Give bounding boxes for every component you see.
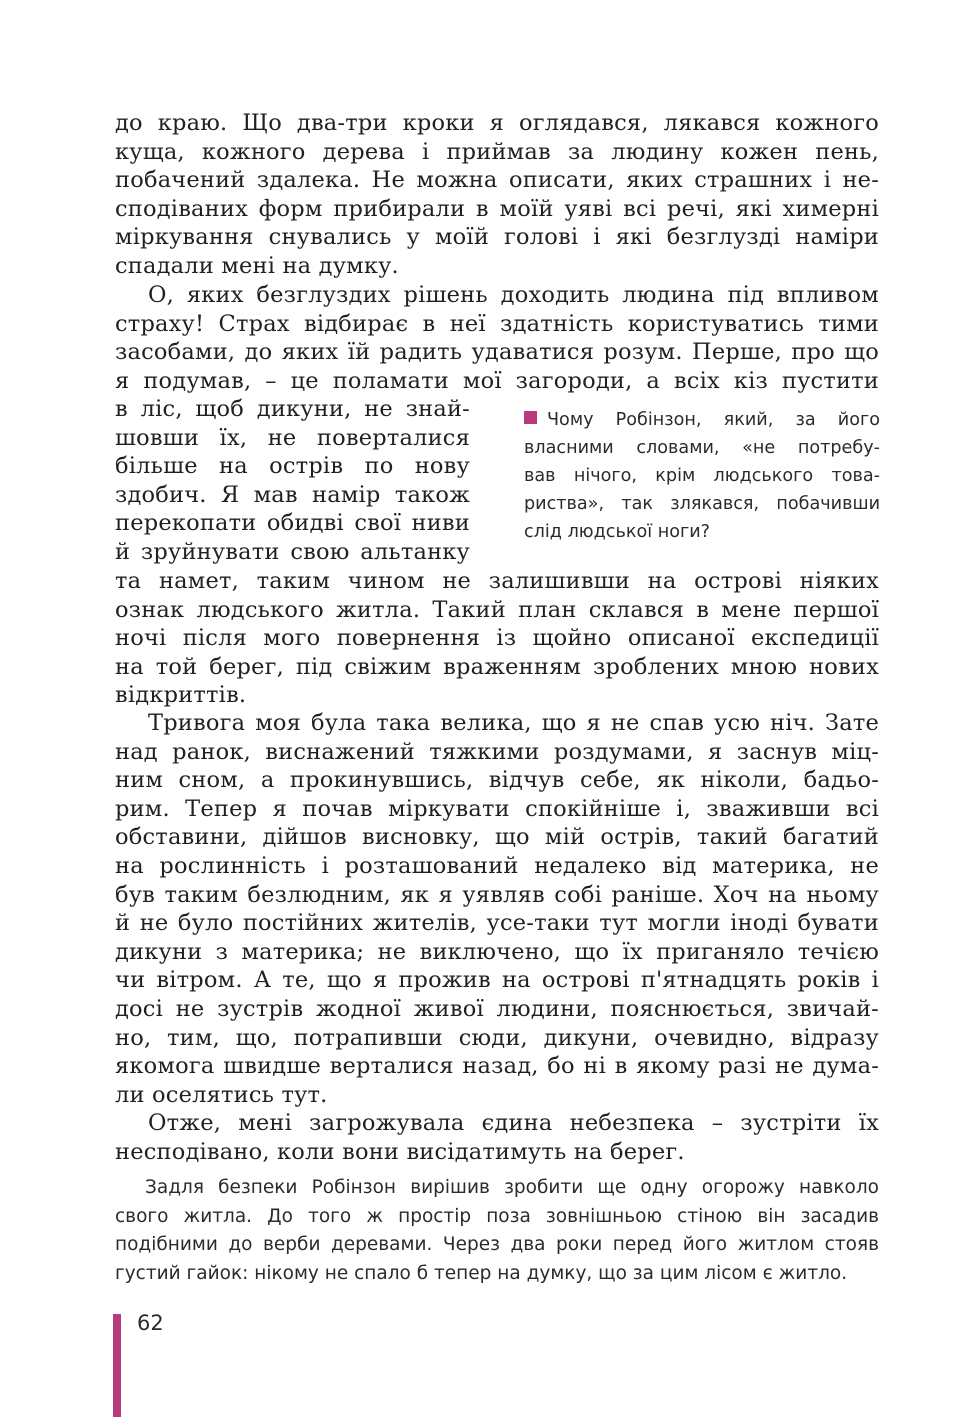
- text-line: якомога швидше верталися назад, бо ні в якому разі не дума-: [115, 1053, 879, 1080]
- text-line: на рослинність і розташований недалеко від материка, не: [115, 852, 879, 879]
- text-line: та намет, таким чином не залишивши на острові ніяких: [115, 568, 879, 594]
- paragraph-3: [115, 709, 879, 1109]
- text-line: шовши їх, не поверталися: [115, 424, 470, 451]
- text-line: Тривога моя була така велика, що я не спав усю ніч. Зате: [148, 710, 879, 736]
- text-line: страху! Страх відбирає в неї здатність користуватись тими: [115, 310, 879, 337]
- text-line: дикуни з материка; не виключено, що їх приганяло течією: [115, 938, 879, 965]
- text-line: несподівано, коли вони висідатимуть на берег.: [115, 1138, 685, 1165]
- text-line: сподіваних форм прибирали в моїй уяві всі речі, які химерні: [115, 195, 879, 222]
- page-accent-bar: [113, 1314, 121, 1417]
- question-line: [524, 406, 880, 434]
- text-line: й не було постійних жителів, усе-таки тут могли іноді бувати: [115, 910, 879, 937]
- page-number: 62: [137, 1311, 164, 1335]
- summary-paragraph: [115, 1174, 879, 1288]
- text-line: я подумав, – це поламати мої загороди, а всіх кіз пустити: [115, 367, 879, 394]
- text-line: міркування снувались у моїй голові і які безглузді наміри: [115, 224, 879, 251]
- text-line: відкриттів.: [115, 682, 247, 709]
- text-line: обставини, дійшов висновку, що мій острів, такий багатий: [115, 824, 879, 851]
- text-line: перекопати обидві свої ниви: [115, 510, 470, 537]
- text-line: куща, кожного дерева і приймав за людину кожен пень,: [115, 138, 879, 165]
- text-line: над ранок, виснажений тяжкими роздумами, я заснув міц-: [115, 738, 879, 765]
- paragraph-1: [115, 109, 879, 281]
- text-line: здобич. Я мав намір також: [115, 481, 470, 508]
- text-line: спадали мені на думку.: [115, 252, 399, 279]
- text-line: ночі після мого повернення із щойно описаної експедиції: [115, 625, 879, 652]
- summary-line: густий гайок: нікому не спало б тепер на думку, що за цим лісом є житло.: [115, 1262, 848, 1284]
- question-line: вав нічого, крім людського това-: [524, 466, 880, 486]
- text-line: засобами, до яких їй радить удаватися розум. Перше, про що: [115, 339, 879, 366]
- paragraph-2-end: [115, 567, 879, 710]
- paragraph-2-narrow-column: [115, 395, 470, 567]
- text-line: но, тим, що, потрапивши сюди, дикуни, очевидно, відразу: [115, 1024, 879, 1051]
- text-line: ли оселятись тут.: [115, 1081, 328, 1108]
- text-line: досі не зустрів жодної живої людини, пояснюється, звичай-: [115, 995, 879, 1022]
- text-line: побачений здалека. Не можна описати, яких страшних і не-: [115, 167, 879, 194]
- summary-line: Задля безпеки Робінзон вирішив зробити ще одну огорожу навколо: [145, 1177, 879, 1198]
- question-line: риства», так злякався, побачивши: [524, 494, 880, 514]
- text-line: рим. Тепер я почав міркувати спокійніше і, зваживши всі: [115, 795, 879, 822]
- text-line: ознак людського житла. Такий план склався в мене першої: [115, 596, 879, 623]
- paragraph-2-start: [115, 281, 879, 395]
- text-line: й зруйнувати свою альтанку: [115, 538, 470, 565]
- summary-line: свого житла. До того ж простір поза зовнішньою стіною він засадив: [115, 1205, 879, 1227]
- question-text: Чому Робінзон, який, за його: [547, 410, 880, 430]
- paragraph-4: [115, 1109, 879, 1166]
- question-box: [524, 406, 880, 546]
- summary-line: подібними до верби деревами. Через два роки перед його житлом стояв: [115, 1234, 879, 1255]
- text-line: на той берег, під свіжим враженням зроблених мною нових: [115, 653, 879, 680]
- text-line: більше на острів по нову: [115, 453, 470, 480]
- text-line: був таким безлюдним, як я уявляв собі раніше. Хоч на ньому: [115, 881, 879, 908]
- text-line: чи вітром. А те, що я прожив на острові п'ятнадцять років і: [115, 967, 879, 994]
- text-line: ним сном, а прокинувшись, відчув себе, як ніколи, бадьо-: [115, 767, 879, 794]
- text-line: до краю. Що два-три кроки я оглядався, лякався кожного: [115, 110, 879, 136]
- text-line: Отже, мені загрожувала єдина небезпека – зустріти їх: [148, 1110, 879, 1136]
- square-bullet-icon: [524, 411, 537, 424]
- text-line: в ліс, щоб дикуни, не знай-: [115, 396, 470, 422]
- question-line: власними словами, «не потребу-: [524, 438, 880, 458]
- text-line: О, яких безглуздих рішень доходить людина під впливом: [148, 282, 879, 308]
- question-line: слід людської ноги?: [524, 522, 710, 542]
